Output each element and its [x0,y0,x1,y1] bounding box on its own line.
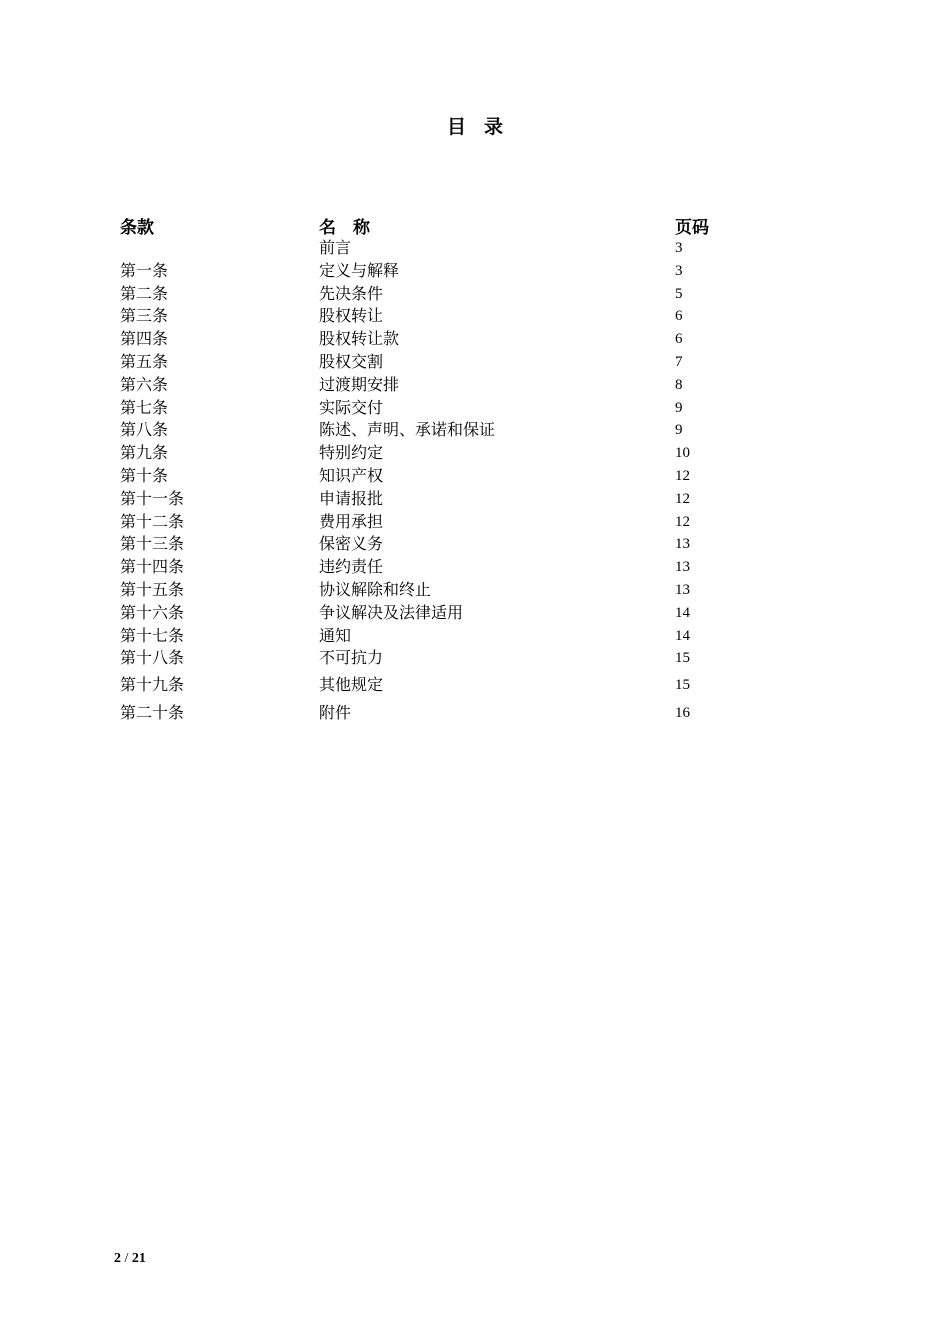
toc-title-second-char: 录 [484,116,504,138]
toc-page-number: 8 [675,376,683,393]
toc-page-number: 7 [675,353,683,370]
toc-page-number: 6 [675,331,683,348]
toc-clause: 第十二条 [120,511,185,531]
toc-row[interactable] [0,698,950,726]
toc-page-number: 15 [675,650,690,667]
toc-entry-name: 实际交付 [319,397,384,417]
toc-page-number: 3 [675,240,683,256]
toc-clause: 第十六条 [120,602,185,622]
page-number-footer [114,1250,146,1268]
toc-entry-name: 争议解决及法律适用 [319,602,464,622]
toc-entry-name: 定义与解释 [319,260,400,280]
toc-clause: 第十九条 [120,675,185,695]
toc-entry-name: 过渡期安排 [319,374,400,394]
toc-row[interactable] [0,647,950,670]
toc-row[interactable] [0,283,950,306]
toc-entry-name: 协议解除和终止 [319,579,432,599]
toc-row[interactable] [0,556,950,579]
toc-page-number: 13 [675,559,690,576]
current-page-number: 2 [114,1251,121,1266]
toc-page-number: 12 [675,490,690,507]
toc-clause: 第十五条 [120,579,185,599]
toc-clause: 第十一条 [120,488,185,508]
toc-row[interactable] [0,237,950,260]
toc-clause: 第十七条 [120,625,185,645]
toc-clause: 第十条 [120,465,169,485]
toc-clause: 第一条 [120,260,169,280]
toc-page-number: 15 [675,677,690,694]
toc-title-first-char: 目 [446,116,466,138]
toc-row[interactable] [0,511,950,534]
toc-clause: 第十四条 [120,557,185,577]
toc-row[interactable] [0,351,950,374]
toc-row[interactable] [0,465,950,488]
toc-row[interactable] [0,442,950,465]
toc-row[interactable] [0,625,950,648]
toc-row[interactable] [0,305,950,328]
toc-row[interactable] [0,488,950,511]
toc-entry-name: 先决条件 [319,283,384,303]
toc-page-number: 9 [675,422,683,439]
toc-page-number: 9 [675,399,683,416]
toc-row[interactable] [0,328,950,351]
toc-page-number: 10 [675,445,690,462]
toc-entry-name: 不可抗力 [319,648,384,668]
toc-page-number: 5 [675,285,683,302]
toc-clause: 第五条 [120,351,169,371]
toc-page-number: 14 [675,604,690,621]
toc-row[interactable] [0,579,950,602]
toc-page-number: 12 [675,467,690,484]
toc-clause: 第六条 [120,374,169,394]
toc-clause: 第三条 [120,306,169,326]
toc-entry-name: 知识产权 [319,465,384,485]
toc-clause: 第十三条 [120,534,185,554]
toc-title [0,114,950,140]
toc-row[interactable] [0,602,950,625]
toc-clause: 第二条 [120,283,169,303]
toc-list [0,237,950,726]
toc-entry-name: 股权转让 [319,306,384,326]
toc-clause: 第十八条 [120,648,185,668]
toc-header-name-second-char: 称 [353,218,370,238]
toc-header-clause: 条款 [120,218,154,238]
toc-entry-name: 申请报批 [319,488,384,508]
toc-page-number: 14 [675,627,690,644]
toc-row[interactable] [0,397,950,420]
toc-page-number: 12 [675,513,690,530]
total-page-count: 21 [131,1251,146,1266]
toc-entry-name: 陈述、声明、承诺和保证 [319,420,496,440]
toc-clause: 第二十条 [120,703,185,723]
toc-entry-name: 保密义务 [319,534,384,554]
toc-entry-name: 股权转让款 [319,329,400,349]
toc-entry-name: 违约责任 [319,557,384,577]
toc-row[interactable] [0,260,950,283]
page-separator: / [121,1251,132,1266]
toc-entry-name: 股权交割 [319,351,384,371]
toc-page-number: 13 [675,536,690,553]
toc-entry-name: 其他规定 [319,675,384,695]
toc-clause: 第八条 [120,420,169,440]
toc-page-number: 13 [675,581,690,598]
toc-entry-name: 特别约定 [319,443,384,463]
toc-clause: 第七条 [120,397,169,417]
toc-entry-name: 附件 [319,703,352,723]
toc-page-number: 6 [675,308,683,325]
toc-clause: 第四条 [120,329,169,349]
toc-clause: 第九条 [120,443,169,463]
toc-row[interactable] [0,670,950,698]
toc-header-name-first-char: 名 [319,218,336,238]
toc-header-page: 页码 [675,218,709,238]
toc-row[interactable] [0,419,950,442]
toc-row[interactable] [0,533,950,556]
toc-page-number: 16 [675,705,690,722]
toc-row[interactable] [0,374,950,397]
toc-entry-name: 费用承担 [319,511,384,531]
toc-page-number: 3 [675,262,683,279]
toc-entry-name: 通知 [319,625,352,645]
toc-entry-name: 前言 [319,238,352,257]
